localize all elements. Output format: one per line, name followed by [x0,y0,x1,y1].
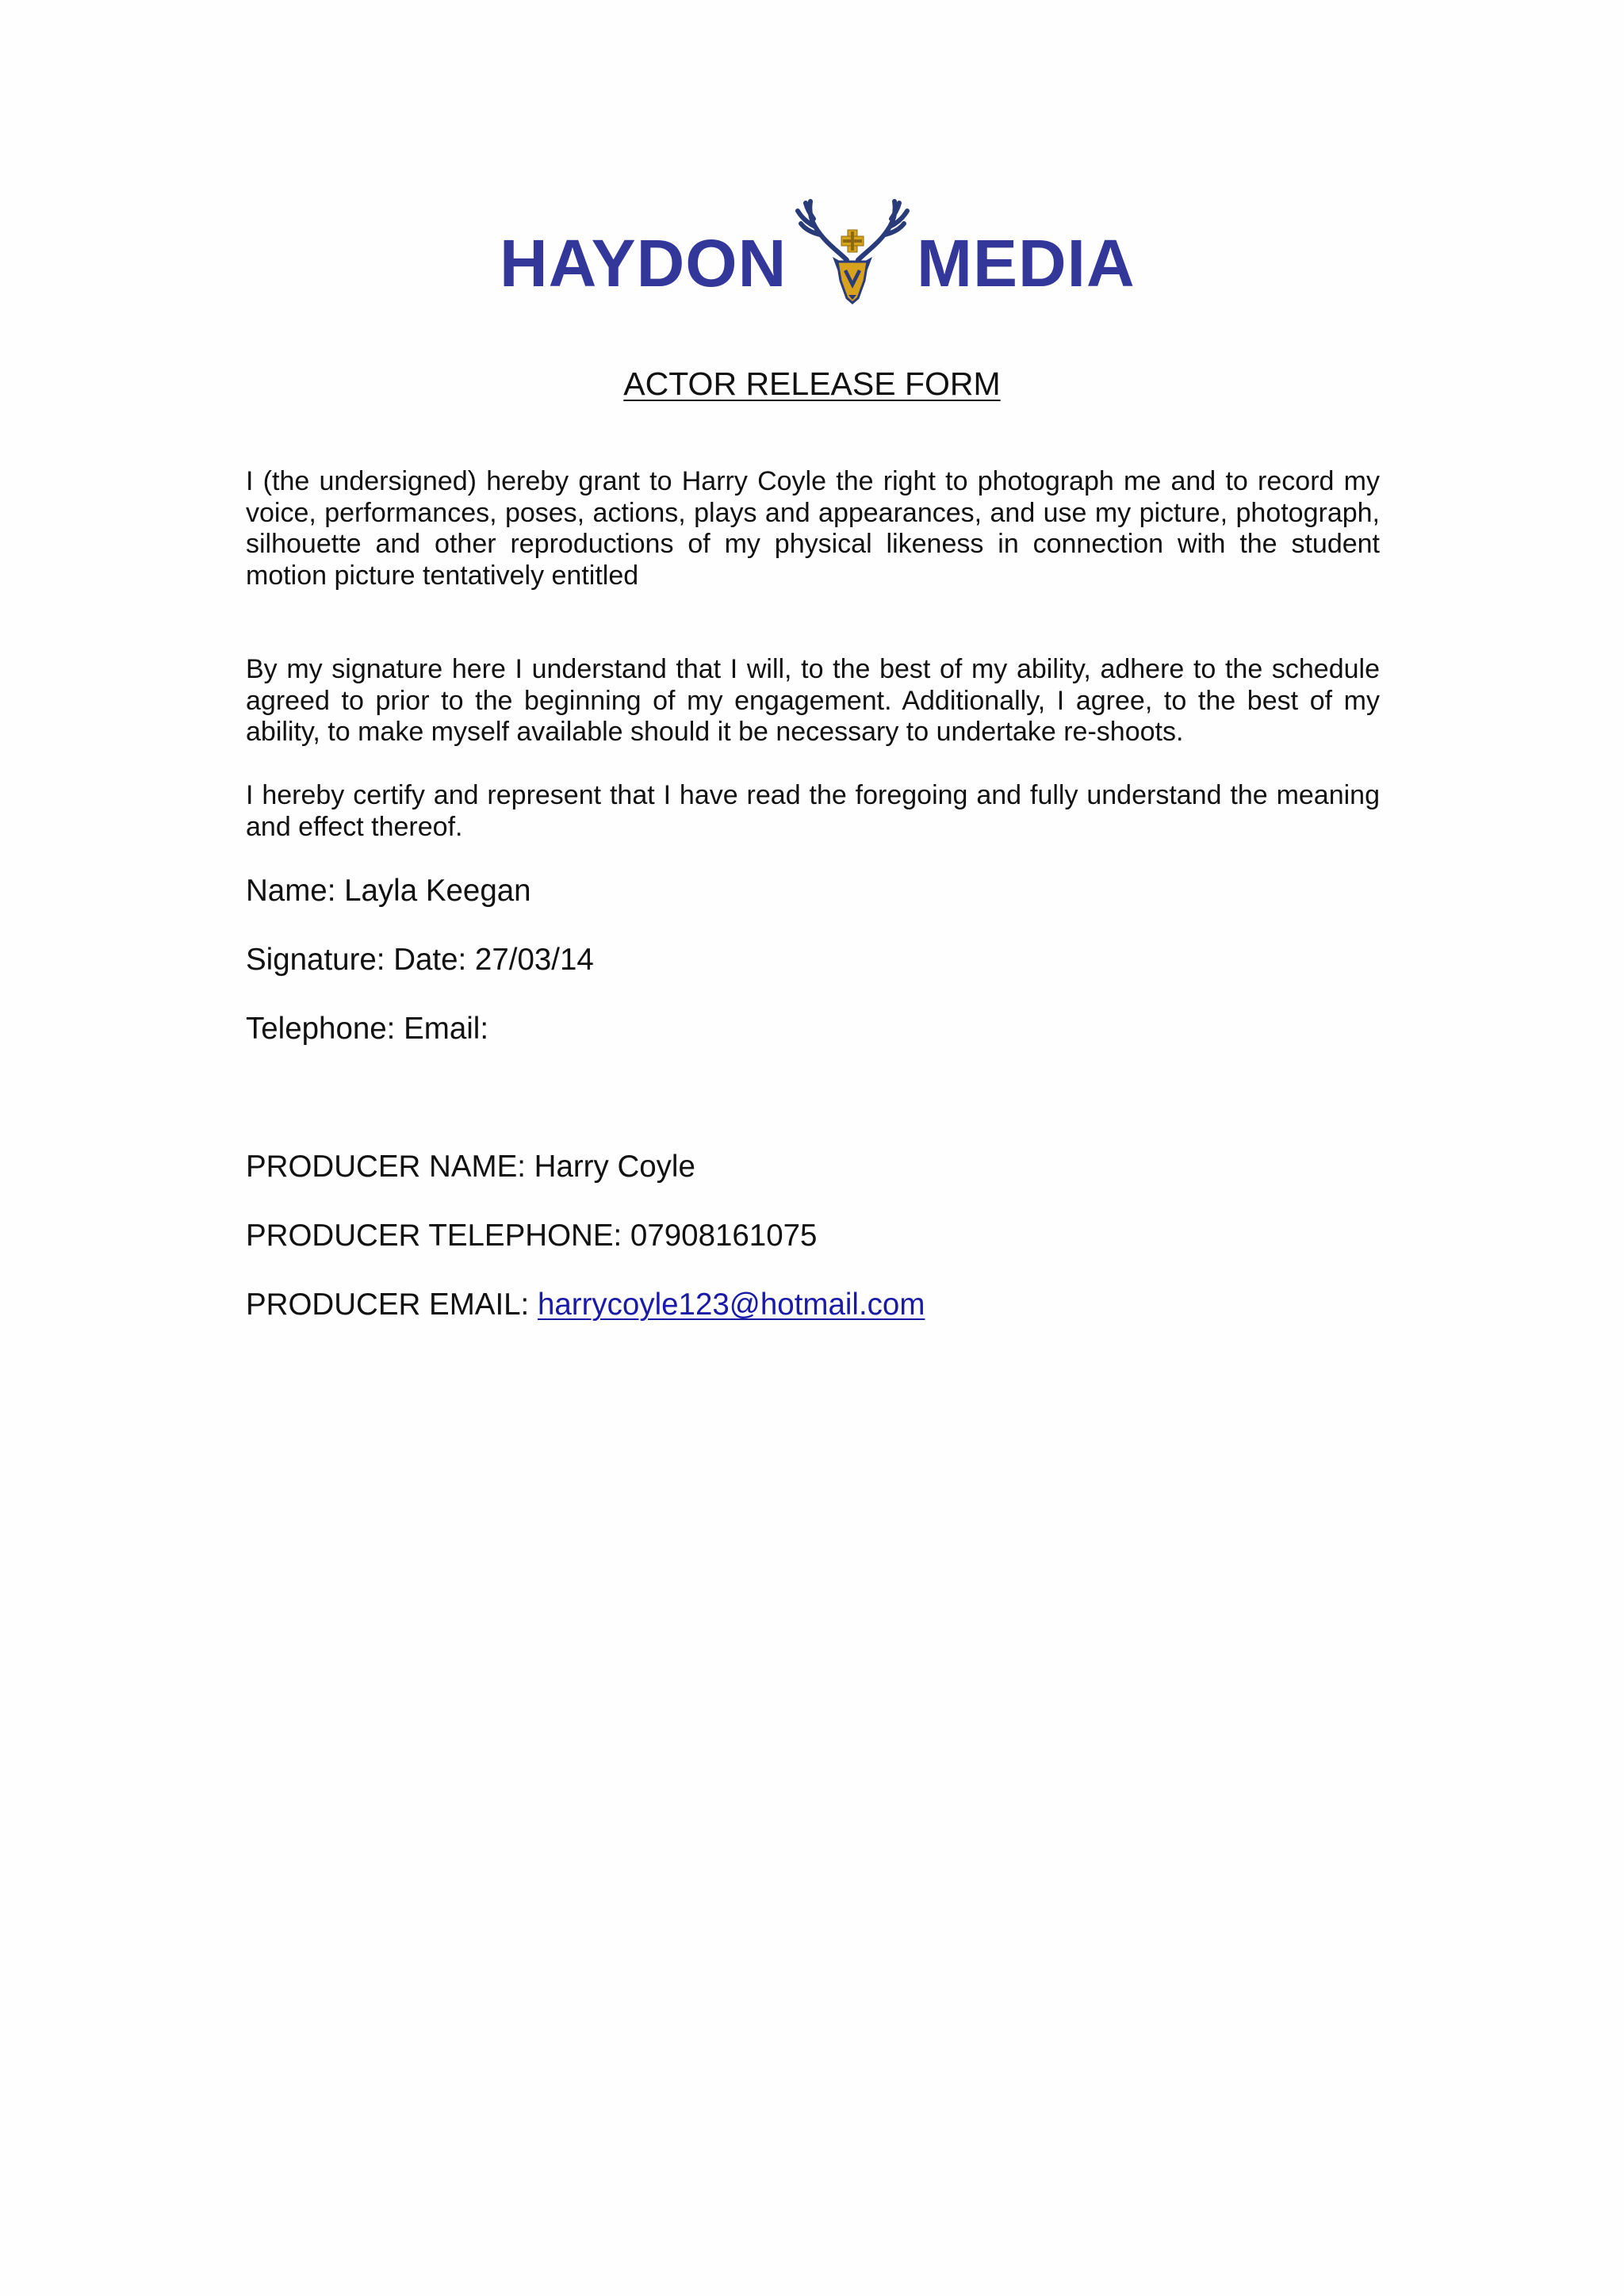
form-title: ACTOR RELEASE FORM [623,365,1001,402]
producer-telephone-line: PRODUCER TELEPHONE: 07908161075 [246,1219,818,1253]
producer-email-label: PRODUCER EMAIL: [246,1288,538,1322]
stag-head-icon [791,195,914,306]
letterhead [0,189,1624,316]
telephone-email-line: Telephone: Email: [246,1012,489,1046]
producer-email-line [246,1288,925,1322]
schedule-paragraph: By my signature here I understand that I will, to the best of my ability, adhere to the schedule agreed to prior to the beginning of my engagement. Additionally, I agree, to the best of my ability, to make myself available should it be necessary to undertake re-shoots. [246,654,1380,747]
certification-paragraph: I hereby certify and represent that I have read the foregoing and fully understand the meaning and effect thereof. [246,780,1380,842]
signature-date-line: Signature: Date: 27/03/14 [246,943,594,977]
actor-name-line: Name: Layla Keegan [246,874,531,908]
brand-name-right: MEDIA [917,226,1136,300]
grant-paragraph: I (the undersigned) hereby grant to Harry Coyle the right to photograph me and to record my voice, performances, poses, actions, plays and appearances, and use my picture, photograph, silhouette and other reproductions of my physical likeness in connection with the student motion picture tentatively entitled [246,466,1380,591]
producer-name-line: PRODUCER NAME: Harry Coyle [246,1150,695,1184]
brand-name-left: HAYDON [500,226,787,300]
producer-email-link[interactable]: harrycoyle123@hotmail.com [537,1288,925,1322]
